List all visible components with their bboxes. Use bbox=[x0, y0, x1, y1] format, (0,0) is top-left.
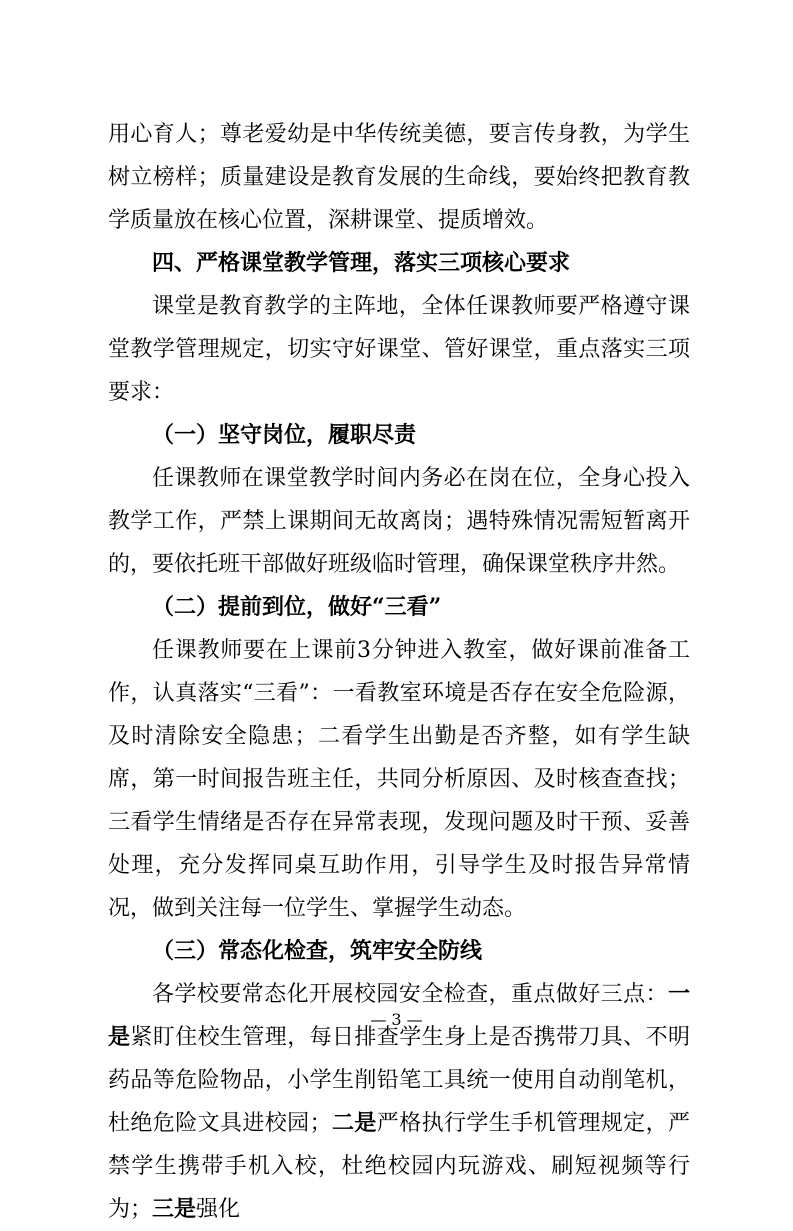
subsection-3-body-start: 各学校要常态化开展校园安全检查，重点做好三点： bbox=[152, 982, 668, 1007]
subsection-2-body: 任课教师要在上课前3分钟进入教室，做好课前准备工作，认真落实“三看”：一看教室环境是否存在安全危险源，及时清除安全隐患；二看学生出勤是否齐整，如有学生缺席，第一时间报告班主任，共同分析原因、及时核查查找；三看学生情绪是否存在异常表现，发现问题及时干预、妥善处理，充分发挥同桌互助作用，引导学生及时报告异常情况，做到关注每一位学生、掌握学生动态。 bbox=[108, 638, 690, 921]
section-4-heading: 四、严格课堂教学管理，落实三项核心要求 bbox=[152, 251, 571, 276]
point-3-text: 强化 bbox=[196, 1197, 241, 1222]
subsection-3-heading: （三）常态化检查，筑牢安全防线 bbox=[152, 938, 483, 964]
paragraph-continued: 用心育人；尊老爱幼是中华传统美德，要言传身教，为学生树立榜样；质量建设是教育发展的生命线，要始终把教育教学质量放在核心位置，深耕课堂、提质增效。 bbox=[108, 122, 690, 233]
subsection-1-heading: （一）坚守岗位，履职尽责 bbox=[152, 422, 417, 448]
page-number: — 3 — bbox=[370, 1010, 423, 1029]
point-2-text: 严格执行学生手机管理规定，严禁学生携带手机入校，杜绝校园内玩游戏、刷短视频等行为； bbox=[108, 1111, 690, 1222]
subsection-1-body: 任课教师在课堂教学时间内务必在岗在位，全身心投入教学工作，严禁上课期间无故离岗；遇特殊情况需短暂离开的，要依托班干部做好班级临时管理，确保课堂秩序井然。 bbox=[108, 466, 690, 577]
point-3-label: 三是 bbox=[152, 1196, 197, 1222]
point-2-label: 二是 bbox=[331, 1110, 377, 1136]
subsection-2-heading: （二）提前到位，做好“三看” bbox=[152, 594, 442, 620]
point-1-label: 一是 bbox=[108, 981, 690, 1050]
point-1-text: 紧盯住校生管理，每日排查学生身上是否携带刀具、不明药品等危险物品，小学生削铅笔工具统一使用自动削笔机，杜绝危险文具进校园； bbox=[108, 1025, 690, 1136]
section-4-intro: 课堂是教育教学的主阵地，全体任课教师要严格遵守课堂教学管理规定，切实守好课堂、管好课堂，重点落实三项要求： bbox=[108, 294, 690, 405]
document-body bbox=[108, 113, 690, 1231]
